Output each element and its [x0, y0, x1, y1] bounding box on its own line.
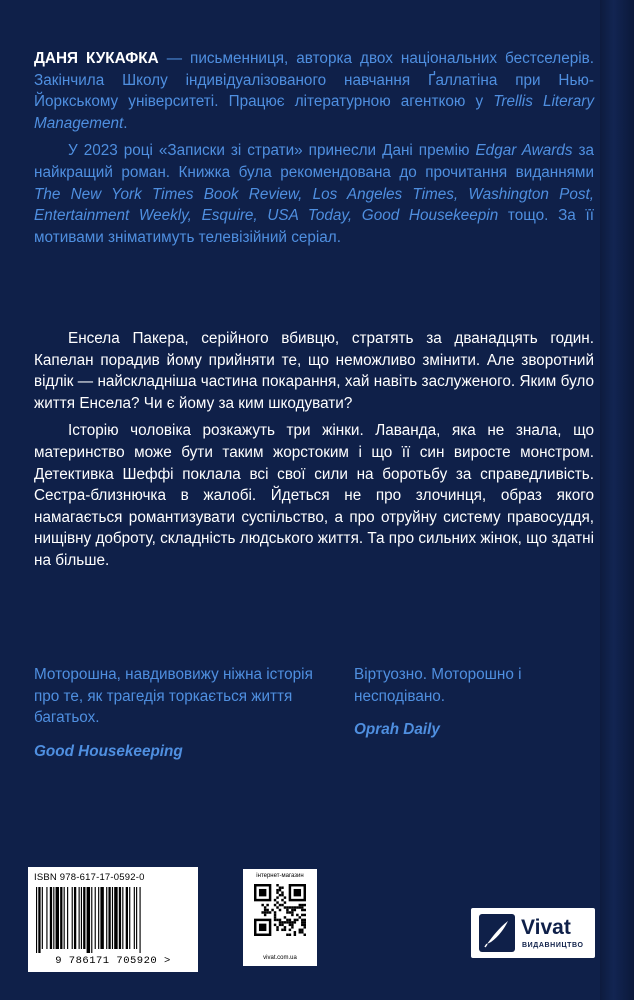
synopsis-paragraph-1: Енсела Пакера, серійного вбивцю, стратять за дванадцять годин. Капелан порадив йому прийняти те, що неможливо змінити. Але зворотний відлік — найскладніша частина покарання, хай навіть заслуженого. Яким було життя Енсела? Чи є йому за ким шкодувати?: [34, 330, 594, 412]
qr-top-label: інтернет-магазин: [256, 873, 304, 879]
bio-text-2-end: тощо. За її мотивами зніматимуть телевізійний серіал.: [34, 207, 594, 246]
review-quote-2: [354, 664, 594, 741]
award-name: Edgar Awards: [475, 142, 573, 160]
isbn-label: ISBN 978-617-17-0592-0: [34, 872, 145, 883]
quote-source: Oprah Daily: [354, 721, 440, 739]
publisher-name: Vivat: [521, 916, 571, 939]
review-quote-1: [34, 664, 334, 762]
publications-list: The New York Times Book Review, Los Angeles Times, Washington Post, Entertainment Weekly, Esquire, USA Today, Good Housekeepin: [34, 185, 594, 225]
author-bio: [34, 48, 594, 248]
synopsis-paragraph-2: Історію чоловіка розкажуть три жінки. Лаванда, яка не знала, що материнство може бути таким жорстоким і що її син виросте монстром. Детективка Шеффі поклала всі свої сили на боротьбу за справедливість. Сестра-близнючка в жалобі. Йдеться не про злочинця, образ якого намагається романтизувати суспільство, а про отруйну систему правосуддя, нищівну доброту, складність людського життя. Та про сильних жінок, що здатні на більше.: [34, 422, 594, 569]
bio-paragraph-1: [34, 48, 594, 134]
author-name: ДАНЯ КУКАФКА: [34, 50, 159, 67]
qr-code-box: [243, 869, 317, 966]
qr-code-icon: [254, 884, 306, 936]
publisher-subtitle: ВИДАВНИЦТВО: [522, 942, 584, 949]
barcode-icon: [34, 887, 192, 953]
quote-text: Віртуозно. Моторошно і несподівано.: [354, 666, 522, 705]
quote-text: Моторошна, навдивовижу ніжна історія про те, як трагедія торкається життя багатьох.: [34, 666, 313, 727]
bio-paragraph-2: [34, 140, 594, 248]
bio-text-1: — письменниця, авторка двох національних бестселерів. Закінчила Школу індивідуалізованого навчання Ґаллатіна при Нью-Йоркському університеті. Працює літературною агенткою у: [34, 50, 594, 111]
bio-text-2: У 2023 році «Записки зі страти» принесли Дані премію: [68, 142, 476, 160]
book-synopsis: [34, 328, 594, 572]
quote-source: Good Housekeeping: [34, 742, 183, 760]
qr-bottom-label: vivat.com.ua: [263, 955, 297, 961]
bio-text-2-mid: за найкращий роман. Книжка була рекомендована до прочитання виданнями: [34, 142, 594, 181]
agency-name: Trellis Literary Management: [34, 93, 594, 132]
bio-text-1-end: .: [123, 114, 128, 132]
publisher-logo: [471, 908, 595, 958]
isbn-barcode-box: [28, 867, 198, 972]
feather-icon: [479, 914, 515, 952]
barcode-digits: 9 786171 705920 >: [55, 955, 171, 967]
spine-edge: [600, 0, 634, 1000]
